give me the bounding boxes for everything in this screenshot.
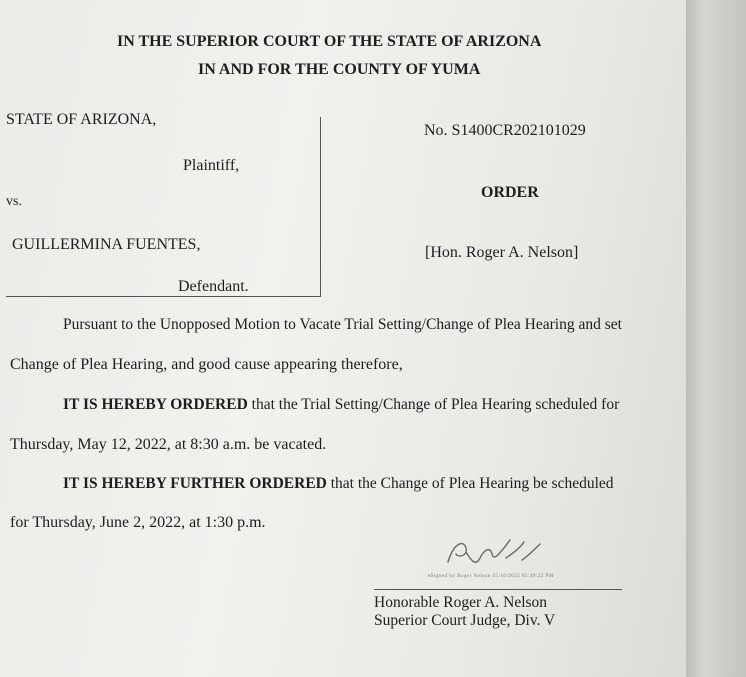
caption-divider-vertical <box>320 117 321 297</box>
paragraph-2-line-1 <box>63 396 619 414</box>
paragraph-3-line-1 <box>63 475 614 493</box>
assigned-judge: [Hon. Roger A. Nelson] <box>425 244 579 261</box>
signing-judge-title: Superior Court Judge, Div. V <box>374 612 556 629</box>
signature-line <box>374 589 622 590</box>
plaintiff-name: STATE OF ARIZONA, <box>6 111 157 128</box>
document-type: ORDER <box>481 184 539 201</box>
paragraph-3-line-2: for Thursday, June 2, 2022, at 1:30 p.m. <box>10 514 266 531</box>
background-surface <box>686 0 746 677</box>
defendant-label: Defendant. <box>178 278 249 295</box>
esign-caption: eSigned by Roger Nelson 05/10/2022 05:49:22 PM <box>428 574 554 579</box>
paragraph-1-line-2: Change of Plea Hearing, and good cause appearing therefore, <box>10 356 403 373</box>
caption-divider-horizontal <box>6 296 321 297</box>
paragraph-3-continuation: that the Change of Plea Hearing be scheduled <box>326 475 614 492</box>
paragraph-2-line-2: Thursday, May 12, 2022, at 8:30 a.m. be vacated. <box>10 436 327 453</box>
versus-label: vs. <box>6 194 22 209</box>
case-number: No. S1400CR202101029 <box>424 122 586 139</box>
plaintiff-label: Plaintiff, <box>183 157 240 174</box>
signing-judge-name: Honorable Roger A. Nelson <box>374 594 548 611</box>
paragraph-2-continuation: that the Trial Setting/Change of Plea Hearing scheduled for <box>247 396 620 413</box>
further-order-phrase: IT IS HEREBY FURTHER ORDERED <box>63 475 327 492</box>
paragraph-1-line-1: Pursuant to the Unopposed Motion to Vacate Trial Setting/Change of Plea Hearing and set <box>63 316 622 333</box>
defendant-name: GUILLERMINA FUENTES, <box>12 236 201 253</box>
order-phrase: IT IS HEREBY ORDERED <box>63 396 248 413</box>
court-heading-line1: IN THE SUPERIOR COURT OF THE STATE OF ARIZONA <box>117 33 542 50</box>
judge-signature-image <box>440 532 550 572</box>
court-heading-line2: IN AND FOR THE COUNTY OF YUMA <box>198 61 481 78</box>
